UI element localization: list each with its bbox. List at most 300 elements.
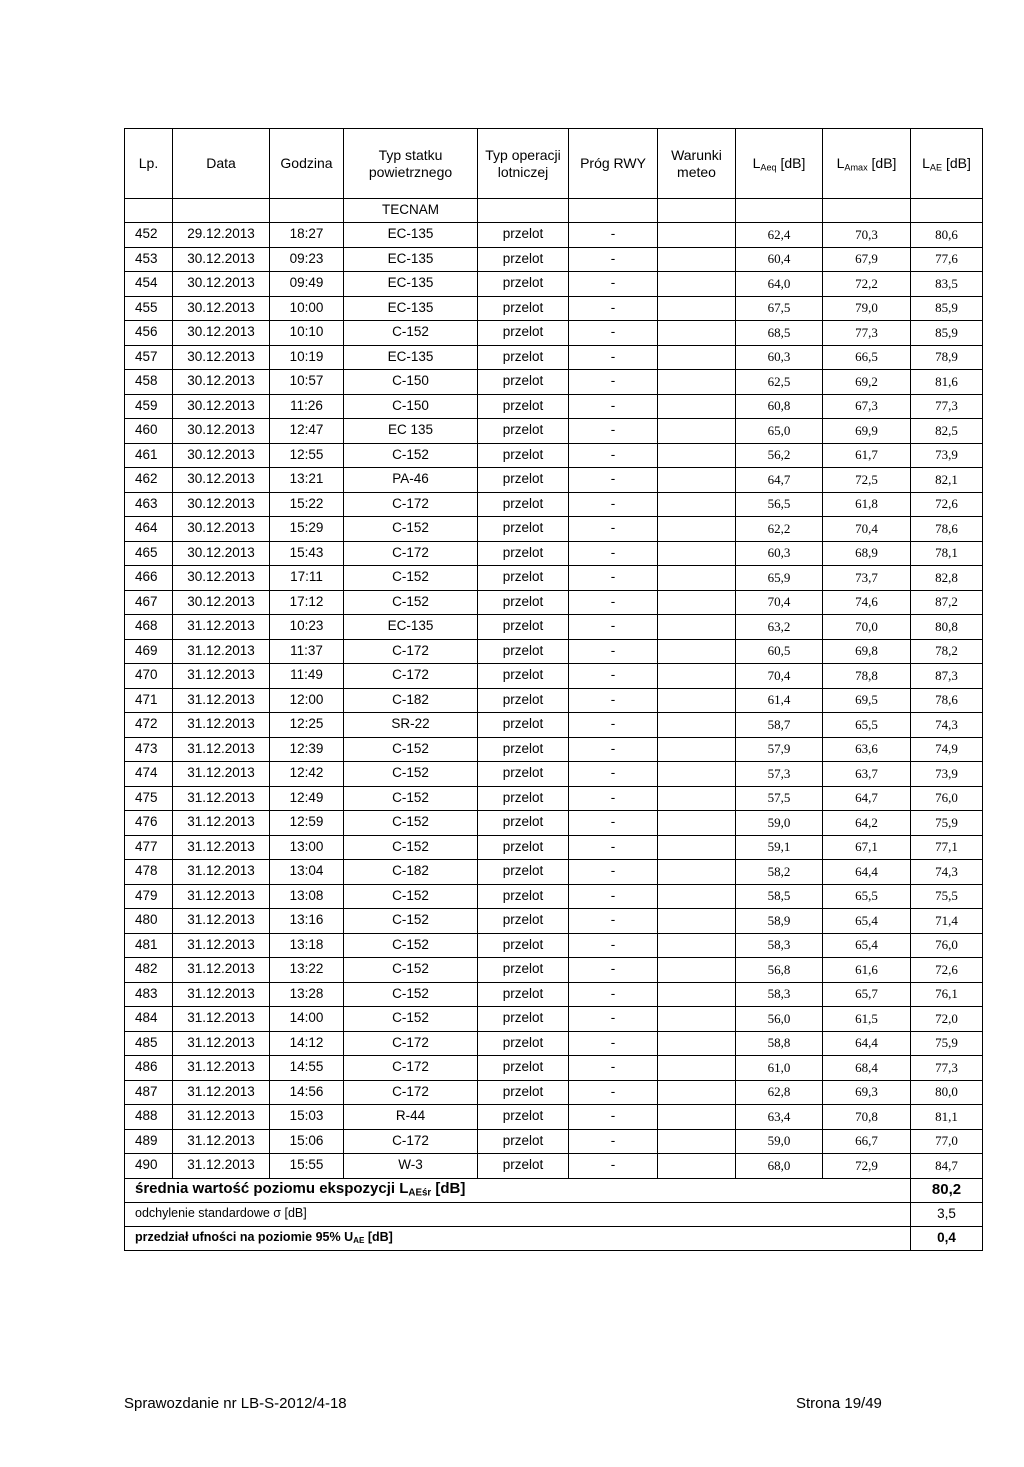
cell-date: 30.12.2013 xyxy=(173,443,270,468)
cell-lp: 474 xyxy=(125,762,173,787)
cell-laeq: 67,5 xyxy=(736,296,823,321)
cell-weather xyxy=(658,884,736,909)
cell-time: 11:26 xyxy=(270,394,344,419)
cell-lae: 81,1 xyxy=(911,1105,983,1130)
cell-lamax: 65,4 xyxy=(823,933,911,958)
cell-date: 31.12.2013 xyxy=(173,762,270,787)
cell-date: 31.12.2013 xyxy=(173,1007,270,1032)
cell-lp: 471 xyxy=(125,688,173,713)
cell-lae: 82,5 xyxy=(911,419,983,444)
cell-laeq: 64,7 xyxy=(736,468,823,493)
cell-time: 13:00 xyxy=(270,835,344,860)
cell-threshold: - xyxy=(569,1031,658,1056)
cell-aircraft: C-152 xyxy=(344,958,478,983)
cell-threshold: - xyxy=(569,272,658,297)
cell-operation: przelot xyxy=(478,688,569,713)
cell-time: 12:39 xyxy=(270,737,344,762)
cell-threshold: - xyxy=(569,321,658,346)
cell-lp: 462 xyxy=(125,468,173,493)
cell-aircraft: C-150 xyxy=(344,370,478,395)
cell-operation: przelot xyxy=(478,639,569,664)
cell-operation: przelot xyxy=(478,860,569,885)
cell-date: 30.12.2013 xyxy=(173,468,270,493)
header-lamax xyxy=(823,129,911,199)
cell-laeq: 62,4 xyxy=(736,223,823,248)
cell-aircraft: C-150 xyxy=(344,394,478,419)
cell-lp: 455 xyxy=(125,296,173,321)
cell-operation: przelot xyxy=(478,517,569,542)
cell-threshold: - xyxy=(569,1105,658,1130)
cell-lae: 82,8 xyxy=(911,566,983,591)
cell-weather xyxy=(658,1031,736,1056)
cell-operation: przelot xyxy=(478,884,569,909)
cell-lamax: 65,5 xyxy=(823,713,911,738)
cell-laeq: 58,9 xyxy=(736,909,823,934)
cell-aircraft: R-44 xyxy=(344,1105,478,1130)
cell-time: 15:55 xyxy=(270,1154,344,1179)
cell-lamax: 69,3 xyxy=(823,1080,911,1105)
cell-threshold: - xyxy=(569,884,658,909)
cell-threshold: - xyxy=(569,1056,658,1081)
cell-aircraft: W-3 xyxy=(344,1154,478,1179)
cell-aircraft: C-172 xyxy=(344,492,478,517)
cell-weather xyxy=(658,223,736,248)
cell-laeq: 60,4 xyxy=(736,247,823,272)
lamax-main: L xyxy=(836,154,845,171)
cell-weather xyxy=(658,982,736,1007)
cell-lae: 78,6 xyxy=(911,688,983,713)
cell-lp: 465 xyxy=(125,541,173,566)
mean-label xyxy=(125,1178,911,1202)
cell-operation: przelot xyxy=(478,1129,569,1154)
cell-threshold: - xyxy=(569,541,658,566)
mean-label-sub: AEśr xyxy=(408,1187,432,1199)
cell-laeq: 58,5 xyxy=(736,884,823,909)
cell-lae: 80,8 xyxy=(911,615,983,640)
cell-weather xyxy=(658,664,736,689)
cell-lamax: 79,0 xyxy=(823,296,911,321)
table-row xyxy=(125,345,983,370)
summary-mean-row xyxy=(125,1178,983,1202)
cell-lae: 75,9 xyxy=(911,1031,983,1056)
table-row xyxy=(125,517,983,542)
cell-weather xyxy=(658,590,736,615)
cell-laeq: 57,9 xyxy=(736,737,823,762)
cell-laeq: 57,3 xyxy=(736,762,823,787)
cell-weather xyxy=(658,639,736,664)
cell-lae: 77,3 xyxy=(911,394,983,419)
cell-weather xyxy=(658,786,736,811)
cell-weather xyxy=(658,296,736,321)
cell-date: 31.12.2013 xyxy=(173,1056,270,1081)
laeq-unit: [dB] xyxy=(776,154,806,171)
cell-aircraft: C-172 xyxy=(344,1031,478,1056)
cell-lamax: 61,8 xyxy=(823,492,911,517)
cell-time: 13:22 xyxy=(270,958,344,983)
cell-operation: przelot xyxy=(478,394,569,419)
cell-aircraft: C-152 xyxy=(344,982,478,1007)
cell-lp: 453 xyxy=(125,247,173,272)
cell-operation: przelot xyxy=(478,443,569,468)
cell-lamax: 69,8 xyxy=(823,639,911,664)
cell-threshold: - xyxy=(569,1007,658,1032)
cell-threshold: - xyxy=(569,835,658,860)
table-row xyxy=(125,762,983,787)
cell-operation: przelot xyxy=(478,296,569,321)
cell-operation: przelot xyxy=(478,982,569,1007)
cell-weather xyxy=(658,1056,736,1081)
cell-date: 30.12.2013 xyxy=(173,296,270,321)
table-row xyxy=(125,394,983,419)
cell-operation: przelot xyxy=(478,272,569,297)
cell-lp: 456 xyxy=(125,321,173,346)
ci-label-unit: [dB] xyxy=(364,1229,393,1244)
cell-lae: 74,9 xyxy=(911,737,983,762)
cell-laeq: 59,0 xyxy=(736,811,823,836)
cell-aircraft: EC-135 xyxy=(344,247,478,272)
cell-operation: przelot xyxy=(478,713,569,738)
cell-threshold: - xyxy=(569,860,658,885)
cell-lp: 476 xyxy=(125,811,173,836)
cell-operation: przelot xyxy=(478,811,569,836)
ci-label-main: przedział ufności na poziomie 95% U xyxy=(135,1229,354,1244)
header-prog: Próg RWY xyxy=(569,129,658,199)
ci-label-sub: AE xyxy=(353,1235,365,1245)
cell-lamax: 69,2 xyxy=(823,370,911,395)
cell-time: 09:49 xyxy=(270,272,344,297)
table-row xyxy=(125,419,983,444)
header-typ-statku: Typ statku powietrznego xyxy=(344,129,478,199)
cell-operation: przelot xyxy=(478,321,569,346)
table-row xyxy=(125,1129,983,1154)
cell-laeq: 58,7 xyxy=(736,713,823,738)
cell-laeq: 58,8 xyxy=(736,1031,823,1056)
cell-lp: 485 xyxy=(125,1031,173,1056)
cell-lp: 452 xyxy=(125,223,173,248)
cell-threshold: - xyxy=(569,933,658,958)
cell-threshold: - xyxy=(569,664,658,689)
cell-lp: 477 xyxy=(125,835,173,860)
table-row xyxy=(125,860,983,885)
lae-sub: AE xyxy=(929,161,943,172)
cell-lp: 473 xyxy=(125,737,173,762)
cell-operation: przelot xyxy=(478,223,569,248)
cell-aircraft: C-152 xyxy=(344,590,478,615)
cell-lamax: 68,9 xyxy=(823,541,911,566)
table-row xyxy=(125,933,983,958)
cell-lp: 475 xyxy=(125,786,173,811)
cell-lamax: 70,4 xyxy=(823,517,911,542)
cell-time: 12:55 xyxy=(270,443,344,468)
cell-time: 10:19 xyxy=(270,345,344,370)
cell-laeq: 60,5 xyxy=(736,639,823,664)
cell-lp: 457 xyxy=(125,345,173,370)
table-row xyxy=(125,272,983,297)
group-empty xyxy=(478,199,569,223)
cell-threshold: - xyxy=(569,517,658,542)
table-row xyxy=(125,1154,983,1179)
table-row xyxy=(125,664,983,689)
cell-threshold: - xyxy=(569,370,658,395)
header-row xyxy=(125,129,983,199)
table-row xyxy=(125,688,983,713)
cell-lp: 459 xyxy=(125,394,173,419)
cell-weather xyxy=(658,688,736,713)
cell-date: 30.12.2013 xyxy=(173,517,270,542)
cell-date: 30.12.2013 xyxy=(173,419,270,444)
cell-weather xyxy=(658,443,736,468)
cell-aircraft: SR-22 xyxy=(344,713,478,738)
header-lp: Lp. xyxy=(125,129,173,199)
cell-time: 09:23 xyxy=(270,247,344,272)
laeq-main: L xyxy=(752,154,761,171)
cell-laeq: 59,1 xyxy=(736,835,823,860)
cell-lp: 469 xyxy=(125,639,173,664)
cell-time: 13:21 xyxy=(270,468,344,493)
cell-lae: 76,1 xyxy=(911,982,983,1007)
cell-laeq: 68,0 xyxy=(736,1154,823,1179)
cell-weather xyxy=(658,492,736,517)
cell-lae: 77,6 xyxy=(911,247,983,272)
cell-date: 31.12.2013 xyxy=(173,835,270,860)
cell-operation: przelot xyxy=(478,1154,569,1179)
cell-lamax: 78,8 xyxy=(823,664,911,689)
cell-lp: 461 xyxy=(125,443,173,468)
cell-operation: przelot xyxy=(478,566,569,591)
cell-lp: 454 xyxy=(125,272,173,297)
cell-threshold: - xyxy=(569,1129,658,1154)
cell-date: 30.12.2013 xyxy=(173,345,270,370)
cell-time: 15:22 xyxy=(270,492,344,517)
cell-weather xyxy=(658,1154,736,1179)
header-lae xyxy=(911,129,983,199)
cell-lamax: 65,7 xyxy=(823,982,911,1007)
table-row xyxy=(125,590,983,615)
cell-lae: 72,0 xyxy=(911,1007,983,1032)
cell-weather xyxy=(658,737,736,762)
cell-time: 12:47 xyxy=(270,419,344,444)
cell-lamax: 65,5 xyxy=(823,884,911,909)
cell-laeq: 61,4 xyxy=(736,688,823,713)
cell-date: 31.12.2013 xyxy=(173,958,270,983)
cell-date: 31.12.2013 xyxy=(173,909,270,934)
table-row xyxy=(125,958,983,983)
cell-aircraft: C-172 xyxy=(344,639,478,664)
cell-lamax: 67,9 xyxy=(823,247,911,272)
group-empty xyxy=(911,199,983,223)
ci-value: 0,4 xyxy=(911,1226,983,1250)
cell-lae: 76,0 xyxy=(911,933,983,958)
cell-threshold: - xyxy=(569,713,658,738)
cell-lp: 468 xyxy=(125,615,173,640)
cell-weather xyxy=(658,1105,736,1130)
cell-aircraft: C-152 xyxy=(344,933,478,958)
cell-time: 14:12 xyxy=(270,1031,344,1056)
cell-lae: 78,9 xyxy=(911,345,983,370)
cell-laeq: 56,2 xyxy=(736,443,823,468)
table-row xyxy=(125,615,983,640)
cell-lamax: 70,8 xyxy=(823,1105,911,1130)
cell-aircraft: C-152 xyxy=(344,762,478,787)
cell-aircraft: C-172 xyxy=(344,1056,478,1081)
cell-aircraft: C-152 xyxy=(344,909,478,934)
cell-lamax: 64,4 xyxy=(823,1031,911,1056)
cell-aircraft: EC-135 xyxy=(344,345,478,370)
measurement-table xyxy=(124,128,983,1251)
cell-lamax: 72,2 xyxy=(823,272,911,297)
cell-time: 12:00 xyxy=(270,688,344,713)
cell-lae: 75,9 xyxy=(911,811,983,836)
cell-time: 11:49 xyxy=(270,664,344,689)
cell-lae: 77,1 xyxy=(911,835,983,860)
cell-time: 12:42 xyxy=(270,762,344,787)
cell-threshold: - xyxy=(569,982,658,1007)
table-row xyxy=(125,468,983,493)
cell-date: 31.12.2013 xyxy=(173,860,270,885)
cell-date: 31.12.2013 xyxy=(173,982,270,1007)
cell-lae: 72,6 xyxy=(911,492,983,517)
cell-threshold: - xyxy=(569,247,658,272)
cell-aircraft: EC-135 xyxy=(344,296,478,321)
lamax-unit: [dB] xyxy=(867,154,897,171)
cell-lp: 487 xyxy=(125,1080,173,1105)
cell-threshold: - xyxy=(569,737,658,762)
cell-operation: przelot xyxy=(478,492,569,517)
table-row xyxy=(125,811,983,836)
cell-date: 31.12.2013 xyxy=(173,786,270,811)
table-row xyxy=(125,1105,983,1130)
cell-weather xyxy=(658,713,736,738)
cell-lae: 83,5 xyxy=(911,272,983,297)
cell-aircraft: EC-135 xyxy=(344,272,478,297)
cell-aircraft: C-152 xyxy=(344,321,478,346)
summary-std-row xyxy=(125,1202,983,1226)
cell-lamax: 72,5 xyxy=(823,468,911,493)
cell-weather xyxy=(658,1080,736,1105)
cell-laeq: 63,2 xyxy=(736,615,823,640)
page-number: Strona 19/49 xyxy=(796,1395,882,1412)
cell-time: 15:43 xyxy=(270,541,344,566)
cell-lae: 77,3 xyxy=(911,1056,983,1081)
cell-threshold: - xyxy=(569,296,658,321)
cell-weather xyxy=(658,247,736,272)
cell-lamax: 66,7 xyxy=(823,1129,911,1154)
cell-lp: 480 xyxy=(125,909,173,934)
group-empty xyxy=(823,199,911,223)
group-empty xyxy=(736,199,823,223)
cell-time: 18:27 xyxy=(270,223,344,248)
cell-time: 13:04 xyxy=(270,860,344,885)
cell-laeq: 60,8 xyxy=(736,394,823,419)
cell-lp: 466 xyxy=(125,566,173,591)
cell-laeq: 70,4 xyxy=(736,590,823,615)
cell-laeq: 56,8 xyxy=(736,958,823,983)
cell-time: 10:57 xyxy=(270,370,344,395)
cell-laeq: 57,5 xyxy=(736,786,823,811)
cell-lp: 483 xyxy=(125,982,173,1007)
header-warunki: Warunki meteo xyxy=(658,129,736,199)
cell-time: 13:18 xyxy=(270,933,344,958)
cell-aircraft: C-182 xyxy=(344,860,478,885)
cell-lp: 484 xyxy=(125,1007,173,1032)
cell-operation: przelot xyxy=(478,737,569,762)
cell-time: 14:00 xyxy=(270,1007,344,1032)
cell-threshold: - xyxy=(569,1080,658,1105)
cell-threshold: - xyxy=(569,786,658,811)
cell-lp: 458 xyxy=(125,370,173,395)
lamax-sub: Amax xyxy=(844,161,868,172)
cell-weather xyxy=(658,615,736,640)
cell-laeq: 56,0 xyxy=(736,1007,823,1032)
cell-laeq: 61,0 xyxy=(736,1056,823,1081)
cell-laeq: 58,3 xyxy=(736,933,823,958)
cell-time: 12:25 xyxy=(270,713,344,738)
cell-weather xyxy=(658,468,736,493)
cell-lae: 76,0 xyxy=(911,786,983,811)
table-row xyxy=(125,321,983,346)
cell-lamax: 67,3 xyxy=(823,394,911,419)
cell-date: 31.12.2013 xyxy=(173,737,270,762)
cell-aircraft: PA-46 xyxy=(344,468,478,493)
cell-threshold: - xyxy=(569,762,658,787)
table-row xyxy=(125,786,983,811)
cell-lp: 460 xyxy=(125,419,173,444)
cell-lae: 72,6 xyxy=(911,958,983,983)
cell-lamax: 73,7 xyxy=(823,566,911,591)
cell-date: 31.12.2013 xyxy=(173,1105,270,1130)
cell-threshold: - xyxy=(569,688,658,713)
cell-lae: 87,2 xyxy=(911,590,983,615)
cell-lae: 73,9 xyxy=(911,443,983,468)
cell-time: 13:08 xyxy=(270,884,344,909)
cell-lp: 489 xyxy=(125,1129,173,1154)
cell-operation: przelot xyxy=(478,468,569,493)
cell-lamax: 64,7 xyxy=(823,786,911,811)
cell-weather xyxy=(658,909,736,934)
cell-aircraft: C-152 xyxy=(344,884,478,909)
cell-lamax: 66,5 xyxy=(823,345,911,370)
cell-lp: 481 xyxy=(125,933,173,958)
cell-operation: przelot xyxy=(478,1056,569,1081)
cell-aircraft: C-152 xyxy=(344,517,478,542)
cell-time: 15:29 xyxy=(270,517,344,542)
cell-aircraft: C-152 xyxy=(344,1007,478,1032)
cell-operation: przelot xyxy=(478,345,569,370)
cell-lamax: 64,2 xyxy=(823,811,911,836)
cell-lp: 479 xyxy=(125,884,173,909)
cell-lamax: 63,7 xyxy=(823,762,911,787)
cell-aircraft: C-182 xyxy=(344,688,478,713)
cell-weather xyxy=(658,419,736,444)
cell-date: 30.12.2013 xyxy=(173,541,270,566)
table-row xyxy=(125,1080,983,1105)
cell-date: 30.12.2013 xyxy=(173,272,270,297)
cell-threshold: - xyxy=(569,1154,658,1179)
cell-lp: 464 xyxy=(125,517,173,542)
cell-lp: 488 xyxy=(125,1105,173,1130)
table-row xyxy=(125,1007,983,1032)
cell-weather xyxy=(658,835,736,860)
cell-operation: przelot xyxy=(478,909,569,934)
cell-aircraft: C-152 xyxy=(344,811,478,836)
cell-operation: przelot xyxy=(478,1105,569,1130)
table-row xyxy=(125,296,983,321)
cell-operation: przelot xyxy=(478,247,569,272)
cell-threshold: - xyxy=(569,958,658,983)
cell-weather xyxy=(658,958,736,983)
cell-date: 30.12.2013 xyxy=(173,394,270,419)
cell-time: 17:12 xyxy=(270,590,344,615)
